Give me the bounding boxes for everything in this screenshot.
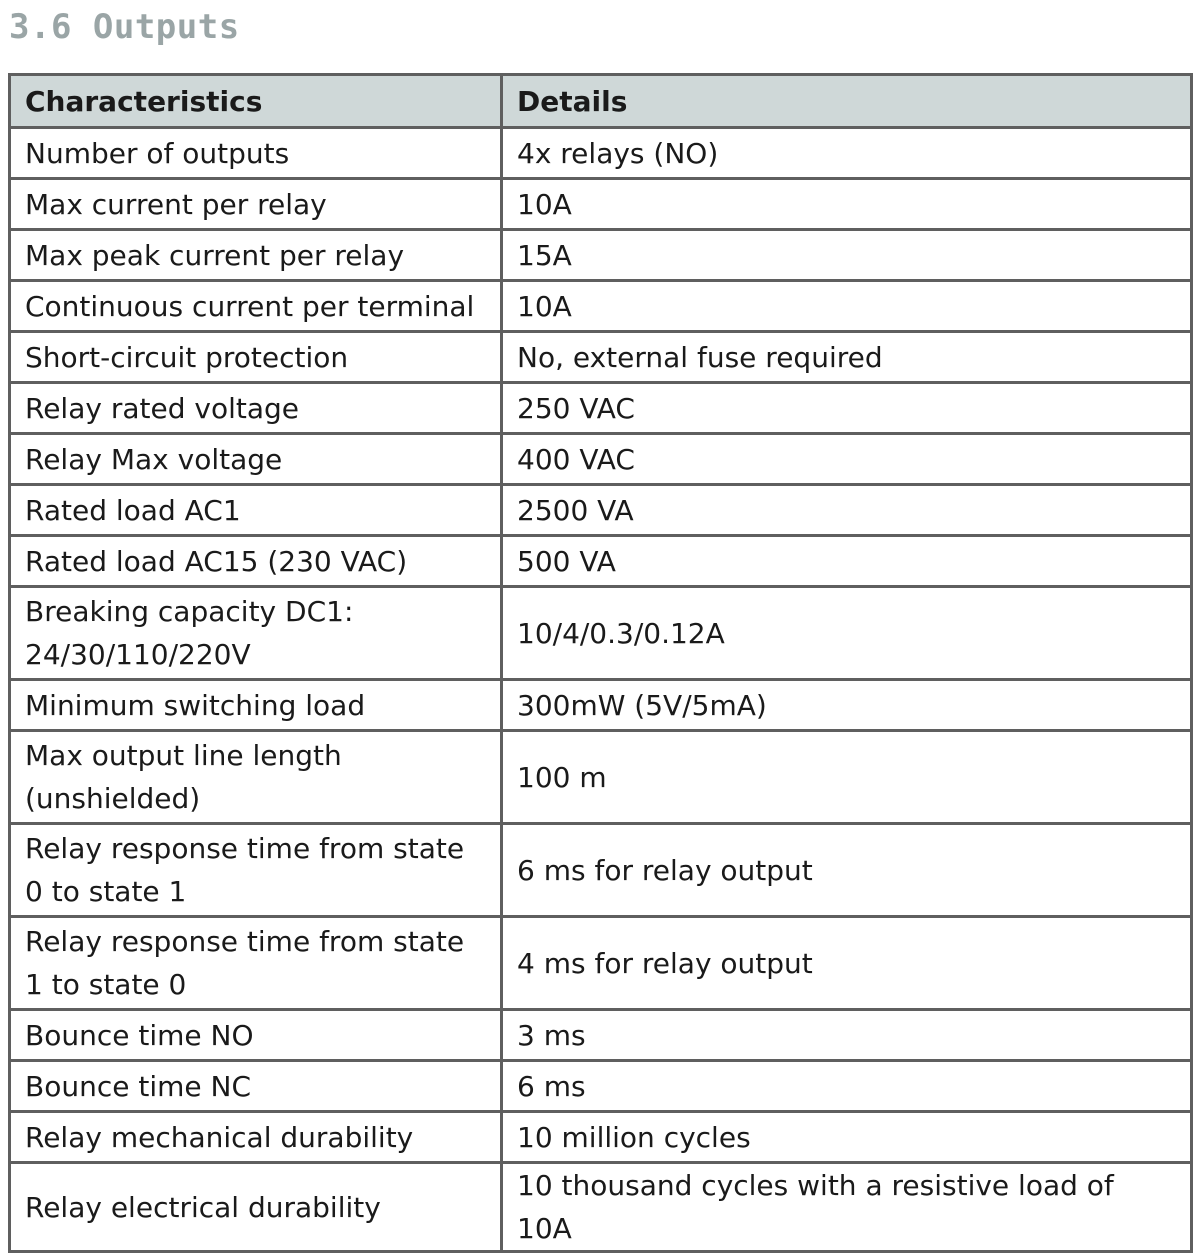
table-row — [10, 917, 1192, 1010]
detail-cell: 10A — [502, 179, 1192, 230]
characteristic-cell: Relay electrical durability — [10, 1163, 502, 1252]
detail-cell: 250 VAC — [502, 383, 1192, 434]
characteristic-cell: Breaking capacity DC1: 24/30/110/220V — [10, 587, 502, 680]
table-row — [10, 1061, 1192, 1112]
characteristic-cell: Max current per relay — [10, 179, 502, 230]
characteristic-cell: Relay response time from state 1 to state 0 — [10, 917, 502, 1010]
characteristic-cell: Relay Max voltage — [10, 434, 502, 485]
detail-cell: 10 thousand cycles with a resistive load of 10A — [502, 1163, 1192, 1252]
table-row — [10, 332, 1192, 383]
detail-cell: 4x relays (NO) — [502, 128, 1192, 179]
detail-cell: 100 m — [502, 731, 1192, 824]
table-row — [10, 281, 1192, 332]
detail-cell: 500 VA — [502, 536, 1192, 587]
characteristic-cell: Max output line length (unshielded) — [10, 731, 502, 824]
table-header-row — [10, 75, 1192, 128]
detail-cell: 4 ms for relay output — [502, 917, 1192, 1010]
table-row — [10, 587, 1192, 680]
characteristic-cell: Rated load AC1 — [10, 485, 502, 536]
detail-cell: 300mW (5V/5mA) — [502, 680, 1192, 731]
detail-cell: 400 VAC — [502, 434, 1192, 485]
table-row — [10, 536, 1192, 587]
detail-cell: 6 ms for relay output — [502, 824, 1192, 917]
characteristic-cell: Number of outputs — [10, 128, 502, 179]
column-header-characteristics: Characteristics — [10, 75, 502, 128]
characteristic-cell: Bounce time NO — [10, 1010, 502, 1061]
outputs-spec-table — [8, 73, 1193, 1253]
characteristic-cell: Minimum switching load — [10, 680, 502, 731]
section-title: 3.6 Outputs — [9, 7, 240, 47]
detail-cell: 2500 VA — [502, 485, 1192, 536]
detail-cell: 10 million cycles — [502, 1112, 1192, 1163]
table-row — [10, 731, 1192, 824]
detail-cell: 6 ms — [502, 1061, 1192, 1112]
column-header-details: Details — [502, 75, 1192, 128]
characteristic-cell: Relay mechanical durability — [10, 1112, 502, 1163]
table-row — [10, 485, 1192, 536]
detail-cell: 10/4/0.3/0.12A — [502, 587, 1192, 680]
table-row — [10, 824, 1192, 917]
characteristic-cell: Bounce time NC — [10, 1061, 502, 1112]
characteristic-cell: Continuous current per terminal — [10, 281, 502, 332]
table-row — [10, 128, 1192, 179]
characteristic-cell: Relay response time from state 0 to state 1 — [10, 824, 502, 917]
table-row — [10, 383, 1192, 434]
characteristic-cell: Short-circuit protection — [10, 332, 502, 383]
table-row — [10, 179, 1192, 230]
table-row — [10, 230, 1192, 281]
characteristic-cell: Rated load AC15 (230 VAC) — [10, 536, 502, 587]
detail-cell: 10A — [502, 281, 1192, 332]
table-row — [10, 680, 1192, 731]
detail-cell: No, external fuse required — [502, 332, 1192, 383]
detail-cell: 15A — [502, 230, 1192, 281]
characteristic-cell: Relay rated voltage — [10, 383, 502, 434]
characteristic-cell: Max peak current per relay — [10, 230, 502, 281]
detail-cell: 3 ms — [502, 1010, 1192, 1061]
table-row — [10, 1163, 1192, 1252]
table-row — [10, 434, 1192, 485]
table-row — [10, 1010, 1192, 1061]
table-row — [10, 1112, 1192, 1163]
